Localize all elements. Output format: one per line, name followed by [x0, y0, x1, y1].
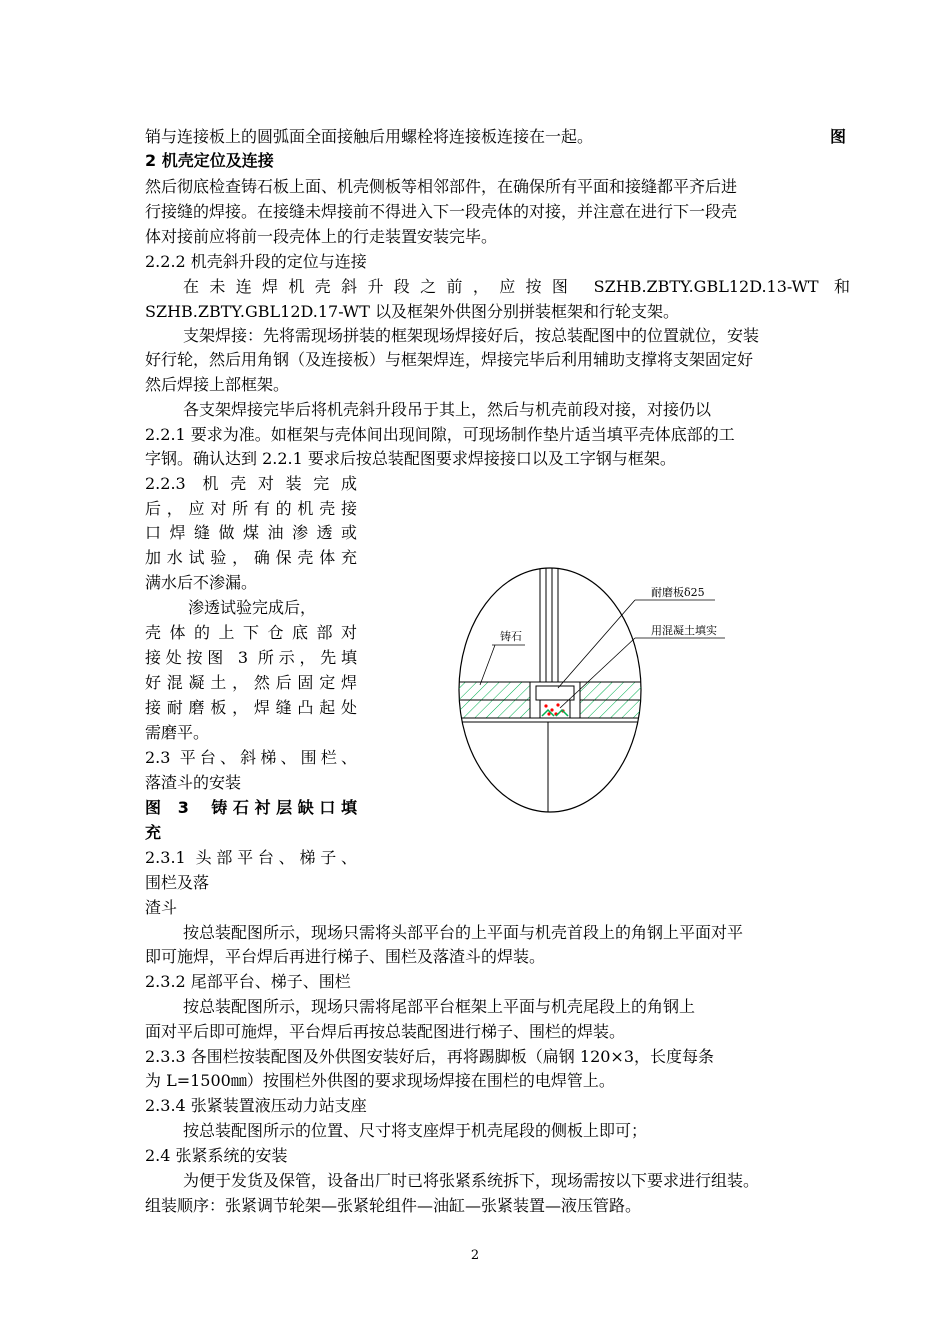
body-line: 销与连接板上的圆弧面全面接触后用螺栓将连接板连接在一起。	[145, 127, 594, 146]
label-cast-stone: 铸石	[500, 630, 522, 643]
label-concrete: 用混凝土填实	[651, 624, 717, 637]
subsection-heading: 2.3 平台、斜梯、围栏、	[145, 748, 357, 767]
subsection-heading: 2.4 张紧系统的安装	[145, 1146, 288, 1165]
narrow-line: 好混凝土，然后固定焊	[145, 673, 357, 692]
body-line: 即可施焊，平台焊后再进行梯子、围栏及落渣斗的焊装。	[145, 947, 546, 966]
section-heading: 2 机壳定位及连接	[145, 151, 274, 170]
narrow-line: 接耐磨板，焊缝凸起处	[145, 698, 357, 717]
body-line: 组装顺序：张紧调节轮架—张紧轮组件—油缸—张紧装置—液压管路。	[145, 1196, 642, 1215]
narrow-line: 渗透试验完成后，	[188, 598, 317, 617]
body-line: 2.3.3 各围栏按装配图及外供图安装好后，再将踢脚板（扁钢 120×3，长度每条	[145, 1047, 715, 1066]
body-line: 按总装配图所示，现场只需将头部平台的上平面与机壳首段上的角钢上平面对平	[183, 923, 744, 942]
subsection-heading: 2.3.4 张紧装置液压动力站支座	[145, 1096, 367, 1115]
body-line: 为便于发货及保管，设备出厂时已将张紧系统拆下，现场需按以下要求进行组装。	[183, 1171, 760, 1190]
subsection-heading: 2.3.2 尾部平台、梯子、围栏	[145, 972, 351, 991]
narrow-line: 2.2.3 机壳对装完成	[145, 474, 357, 493]
figure-caption: 充	[145, 823, 162, 842]
body-line: 好行轮，然后用角钢（及连接板）与框架焊连，焊接完毕后利用辅助支撑将支架固定好	[145, 350, 754, 369]
body-line: 按总装配图所示的位置、尺寸将支座焊于机壳尾段的侧板上即可；	[183, 1121, 648, 1140]
body-line: 各支架焊接完毕后将机壳斜升段吊于其上，然后与机壳前段对接，对接仍以	[183, 400, 712, 419]
subsection-heading: 围栏及落	[145, 873, 210, 892]
body-line: 然后彻底检查铸石板上面、机壳侧板等相邻部件，在确保所有平面和接缝都平齐后进	[145, 177, 738, 196]
subsection-heading: 2.2.2 机壳斜升段的定位与连接	[145, 252, 367, 271]
body-line: 为 L=1500㎜）按围栏外供图的要求现场焊接在围栏的电焊管上。	[145, 1071, 615, 1090]
wear-plate	[536, 686, 574, 700]
narrow-line: 接处按图 3 所示，先填	[145, 648, 357, 667]
body-line: 面对平后即可施焊，平台焊后再按总装配图进行梯子、围栏的焊装。	[145, 1022, 626, 1041]
figure-ref: 图	[830, 127, 847, 146]
body-line: 体对接前应将前一段壳体上的行走装置安装完毕。	[145, 227, 498, 246]
label-wear-plate: 耐磨板δ25	[651, 586, 705, 599]
page-number: 2	[470, 1248, 480, 1263]
body-line: 支架焊接：先将需现场拼装的框架现场焊接好后，按总装配图中的位置就位，安装	[183, 326, 760, 345]
narrow-line: 后，应对所有的机壳接	[145, 499, 357, 518]
body-line: 行接缝的焊接。在接缝未焊接前不得进入下一段壳体的对接，并注意在进行下一段壳	[145, 202, 738, 221]
subsection-heading: 2.3.1 头部平台、梯子、	[145, 848, 357, 867]
narrow-line: 加水试验，确保壳体充	[145, 548, 357, 567]
subsection-heading: 渣斗	[145, 898, 178, 917]
body-line: 按总装配图所示，现场只需将尾部平台框架上平面与机壳尾段上的角钢上	[183, 997, 696, 1016]
narrow-line: 需磨平。	[145, 723, 210, 742]
subsection-heading: 落渣斗的安装	[145, 773, 242, 792]
figure-caption: 图 3 铸石衬层缺口填	[145, 798, 357, 817]
body-line: 2.2.1 要求为准。如框架与壳体间出现间隙，可现场制作垫片适当填平壳体底部的工	[145, 425, 735, 444]
body-line: 字钢。确认达到 2.2.1 要求后按总装配图要求焊接接口以及工字钢与框架。	[145, 449, 676, 468]
narrow-line: 口焊缝做煤油渗透或	[145, 523, 357, 542]
body-line: 在未连焊机壳斜升段之前，应按图 SZHB.ZBTY.GBL12D.13-WT 和	[183, 277, 850, 296]
narrow-line: 壳体的上下仓底部对	[145, 623, 357, 642]
body-line: SZHB.ZBTY.GBL12D.17-WT 以及框架外供图分别拼装框架和行轮支架。	[145, 302, 679, 321]
body-line: 然后焊接上部框架。	[145, 375, 290, 394]
narrow-line: 满水后不渗漏。	[145, 573, 258, 592]
